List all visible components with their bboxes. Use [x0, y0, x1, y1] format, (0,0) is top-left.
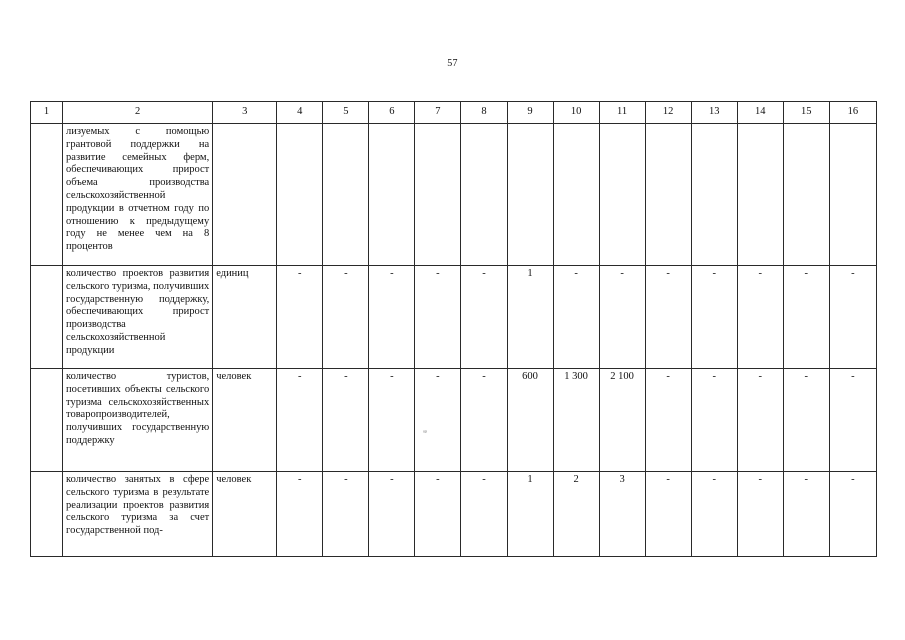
- value-cell-col-10: [553, 124, 599, 266]
- column-header-15: 15: [783, 102, 829, 124]
- value-cell-col-13: -: [691, 369, 737, 472]
- row-number-cell: [31, 124, 63, 266]
- value-cell-col-15: -: [783, 472, 829, 557]
- value-cell-col-12: -: [645, 369, 691, 472]
- indicator-description: [63, 124, 213, 266]
- value-cell-col-7: -: [415, 472, 461, 557]
- column-header-3: 3: [213, 102, 277, 124]
- value-cell-col-7: [415, 124, 461, 266]
- value-cell-col-10: 2: [553, 472, 599, 557]
- indicator-description: [63, 266, 213, 369]
- column-header-8: 8: [461, 102, 507, 124]
- value-cell-col-12: -: [645, 472, 691, 557]
- value-cell-col-6: [369, 124, 415, 266]
- unit-cell: человек: [213, 472, 277, 557]
- unit-cell: человек: [213, 369, 277, 472]
- value-cell-col-8: -: [461, 266, 507, 369]
- value-cell-col-14: -: [737, 369, 783, 472]
- value-cell-col-4: -: [277, 472, 323, 557]
- value-cell-col-16: -: [829, 266, 876, 369]
- value-cell-col-12: -: [645, 266, 691, 369]
- value-cell-col-15: -: [783, 369, 829, 472]
- table-row: [31, 124, 877, 266]
- column-header-7: 7: [415, 102, 461, 124]
- value-cell-col-9: 1: [507, 266, 553, 369]
- table-row: [31, 472, 877, 557]
- indicator-description-text: лизуемых с помощью грантовой поддержки на развитие семейных ферм, обеспечивающих прирост объема производства сельскохозяйственной продукции в отчетном году по отношению к предыдущему году не менее чем на 8 процентов: [66, 126, 210, 253]
- indicator-description-text: количество занятых в сфере сельского туризма в результате реализации проектов развития сельского туризма за счет государственной под-: [66, 474, 210, 537]
- value-cell-col-9: [507, 124, 553, 266]
- value-cell-col-14: -: [737, 472, 783, 557]
- value-cell-col-7: -: [415, 369, 461, 472]
- value-cell-col-5: -: [323, 472, 369, 557]
- indicator-description-text: количество туристов, посетивших объекты сельского туризма сельскохозяйственных товаропроизводителей, получивших государственную поддержку: [66, 371, 210, 446]
- column-header-9: 9: [507, 102, 553, 124]
- column-header-5: 5: [323, 102, 369, 124]
- value-cell-col-12: [645, 124, 691, 266]
- page-number: 57: [447, 58, 458, 69]
- value-cell-col-15: [783, 124, 829, 266]
- unit-cell: единиц: [213, 266, 277, 369]
- value-cell-col-9: 600: [507, 369, 553, 472]
- column-header-6: 6: [369, 102, 415, 124]
- unit-cell: [213, 124, 277, 266]
- stray-mark: ᵘᵖ: [423, 430, 427, 436]
- column-header-1: 1: [31, 102, 63, 124]
- row-number-cell: [31, 369, 63, 472]
- indicators-table: [30, 101, 877, 557]
- indicator-description: [63, 369, 213, 472]
- value-cell-col-5: [323, 124, 369, 266]
- header-row: [31, 102, 877, 124]
- value-cell-col-16: [829, 124, 876, 266]
- value-cell-col-11: -: [599, 266, 645, 369]
- value-cell-col-8: [461, 124, 507, 266]
- value-cell-col-5: -: [323, 369, 369, 472]
- value-cell-col-9: 1: [507, 472, 553, 557]
- indicator-description-text: количество проектов развития сельского туризма, получивших государственную поддержку, обеспечивающих прирост производства сельскохозяйственной продукции: [66, 268, 210, 356]
- value-cell-col-11: [599, 124, 645, 266]
- value-cell-col-16: -: [829, 472, 876, 557]
- value-cell-col-6: -: [369, 369, 415, 472]
- column-header-14: 14: [737, 102, 783, 124]
- table-row: [31, 266, 877, 369]
- value-cell-col-4: -: [277, 266, 323, 369]
- value-cell-col-8: -: [461, 472, 507, 557]
- row-number-cell: [31, 266, 63, 369]
- column-header-4: 4: [277, 102, 323, 124]
- table-row: [31, 369, 877, 472]
- value-cell-col-15: -: [783, 266, 829, 369]
- value-cell-col-4: [277, 124, 323, 266]
- indicator-description: [63, 472, 213, 557]
- value-cell-col-14: -: [737, 266, 783, 369]
- value-cell-col-11: 3: [599, 472, 645, 557]
- column-header-12: 12: [645, 102, 691, 124]
- value-cell-col-10: -: [553, 266, 599, 369]
- value-cell-col-10: 1 300: [553, 369, 599, 472]
- column-header-16: 16: [829, 102, 876, 124]
- value-cell-col-13: -: [691, 472, 737, 557]
- value-cell-col-14: [737, 124, 783, 266]
- value-cell-col-13: [691, 124, 737, 266]
- column-header-2: 2: [63, 102, 213, 124]
- column-header-13: 13: [691, 102, 737, 124]
- value-cell-col-11: 2 100: [599, 369, 645, 472]
- value-cell-col-6: -: [369, 266, 415, 369]
- column-header-10: 10: [553, 102, 599, 124]
- value-cell-col-4: -: [277, 369, 323, 472]
- value-cell-col-8: -: [461, 369, 507, 472]
- value-cell-col-16: -: [829, 369, 876, 472]
- value-cell-col-7: -: [415, 266, 461, 369]
- value-cell-col-5: -: [323, 266, 369, 369]
- row-number-cell: [31, 472, 63, 557]
- column-header-11: 11: [599, 102, 645, 124]
- value-cell-col-13: -: [691, 266, 737, 369]
- value-cell-col-6: -: [369, 472, 415, 557]
